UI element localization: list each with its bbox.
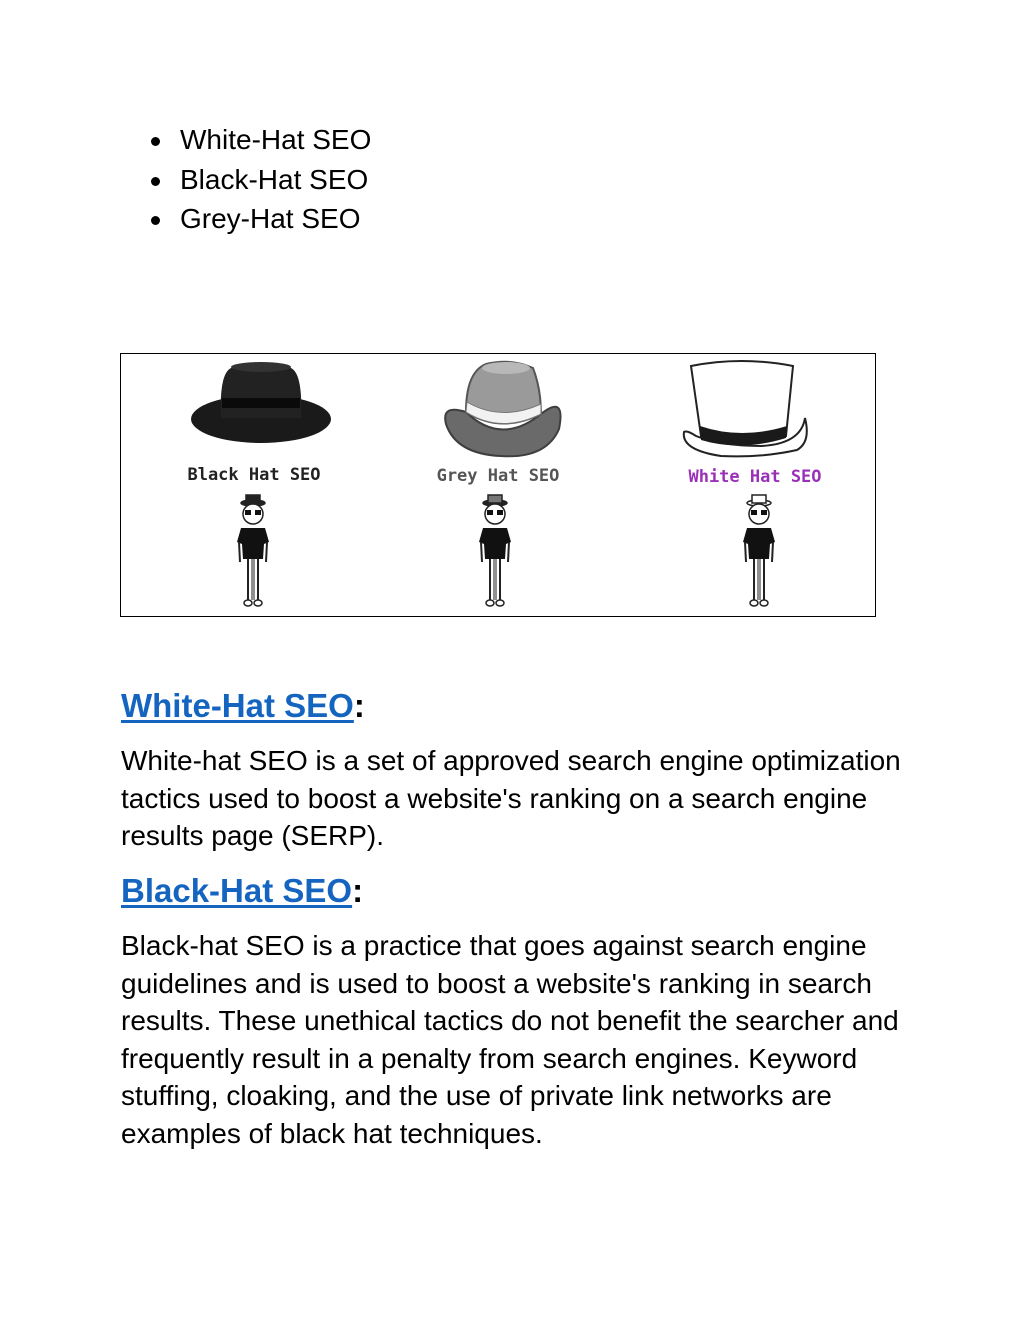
grey-hat-person-icon — [479, 495, 511, 606]
list-item — [148, 160, 371, 200]
heading-colon: : — [352, 872, 364, 909]
white-hat-person-icon — [743, 495, 775, 606]
heading-colon: : — [353, 687, 365, 724]
list-item-label: Black-Hat SEO — [180, 163, 369, 195]
white-hat-icon — [684, 361, 807, 456]
white-hat-section — [121, 686, 911, 855]
bullet-icon — [151, 137, 160, 146]
black-hat-description: Black-hat SEO is a practice that goes against search engine guidelines and is used to boost a website's ranking in search results. These unethical tactics do not benefit the searcher and frequently result in a penalty from search engines. Keyword stuffing, cloaking, and the use of private link networks are examples of black hat techniques. — [121, 930, 899, 1149]
seo-types-list — [148, 120, 371, 239]
grey-hat-label: Grey Hat SEO — [436, 466, 560, 486]
list-item — [148, 199, 371, 239]
black-hat-icon — [191, 362, 331, 443]
black-hat-person-icon — [237, 495, 269, 606]
bullet-icon — [151, 216, 160, 225]
black-hat-heading — [121, 871, 911, 911]
black-hat-section — [121, 871, 911, 1152]
list-item — [148, 120, 371, 160]
white-hat-description: White-hat SEO is a set of approved search engine optimization tactics used to boost a website's ranking on a search engine results page (SERP). — [121, 745, 901, 851]
list-item-label: White-Hat SEO — [180, 124, 372, 155]
list-item-label: Grey-Hat SEO — [180, 203, 361, 234]
black-hat-seo-link[interactable]: Black-Hat SEO — [121, 872, 353, 909]
white-hat-label: White Hat SEO — [688, 467, 822, 487]
black-hat-label: Black Hat SEO — [187, 465, 321, 485]
white-hat-heading — [121, 686, 911, 726]
bullet-icon — [151, 177, 160, 186]
seo-hats-illustration — [120, 353, 876, 617]
grey-hat-icon — [445, 362, 560, 457]
white-hat-seo-link[interactable]: White-Hat SEO — [121, 687, 354, 724]
